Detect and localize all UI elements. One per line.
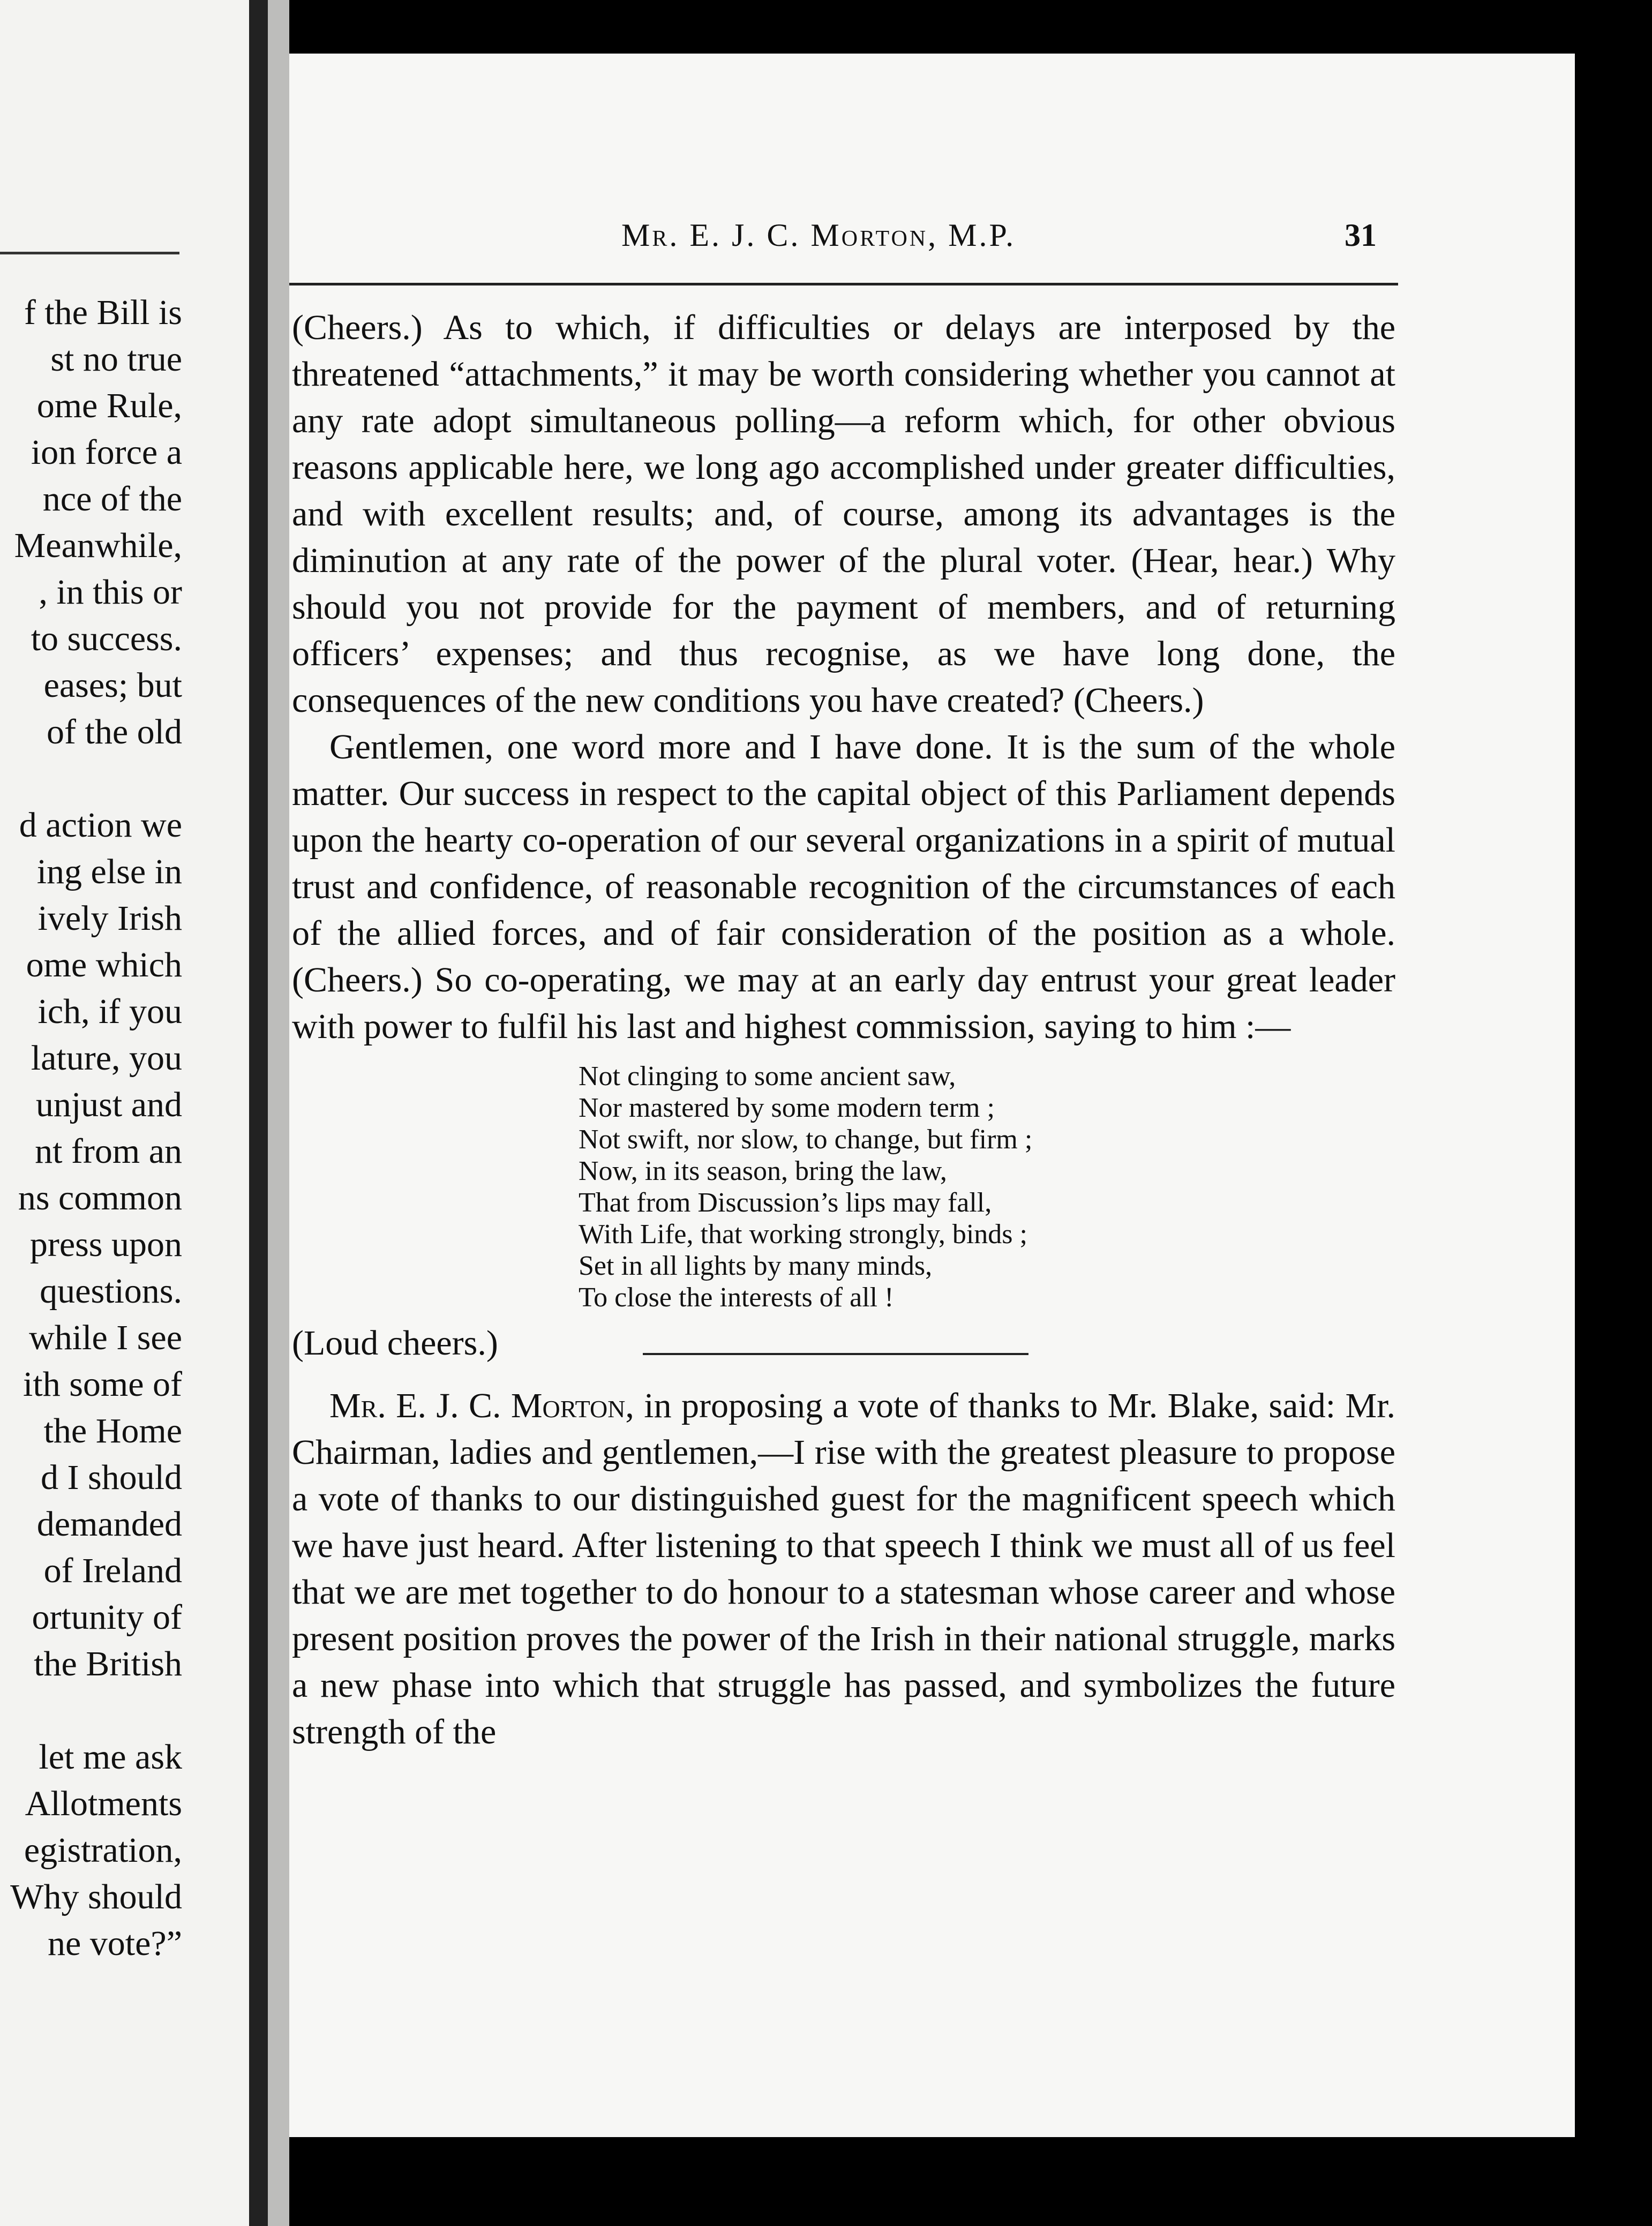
left-page-line: ns common: [18, 1178, 182, 1217]
left-page-line: demanded: [36, 1505, 182, 1544]
header-rule: [289, 283, 1398, 285]
left-page-line: ne vote?”: [47, 1924, 182, 1963]
poem-line: With Life, that working strongly, binds ;: [579, 1219, 1027, 1250]
page-number: 31: [1345, 217, 1377, 253]
scan-top-border: [289, 0, 1575, 54]
left-page-line: ich, if you: [37, 992, 182, 1031]
poem-line: Not clinging to some ancient saw,: [579, 1061, 956, 1092]
paragraph-3: [292, 1382, 1395, 1755]
paragraph-2: Gentlemen, one word more and I have done. It is the sum of the whole matter. Our success in respect to the capital object of this Parliament depends upon the hearty co-operation of our several organizations in a spirit of mutual trust and confidence, of reasonable recognition of the circumstances of each of the allied forces, and of fair consideration of the position as a whole. (Cheers.) So co-operating, we may at an early day entrust your great leader with power to fulfil his last and highest commission, saying to him :—: [292, 727, 1395, 1046]
left-page-line: nce of the: [42, 479, 182, 518]
poem-line: Nor mastered by some modern term ;: [579, 1093, 995, 1123]
paragraph-1: (Cheers.) As to which, if difficulties or delays are interposed by the threatened “attachments,” it may be worth considering whether you cannot at any rate adopt simultaneous polling—a reform which, for other obvious reasons applicable here, we long ago accomplished under greater difficulties, and with excellent results; and, of course, among its advantages is the diminution at any rate of the power of the plural voter. (Hear, hear.) Why should you not provide for the payment of members, and of returning officers’ expenses; and thus recognise, as we have long done, the consequences of the new conditions you have created? (Cheers.): [292, 308, 1395, 720]
left-page-line: let me ask: [39, 1738, 182, 1777]
poem-line: Now, in its season, bring the law,: [579, 1156, 947, 1186]
right-page: [289, 0, 1575, 2137]
poem-line: Set in all lights by many minds,: [579, 1251, 933, 1281]
scan-bottom-border: [289, 2137, 1575, 2226]
left-page-line: [0, 1687, 182, 1734]
left-page-line: d I should: [41, 1458, 182, 1497]
left-page-line: of Ireland: [43, 1551, 182, 1590]
left-page-line: unjust and: [35, 1085, 182, 1124]
left-page-line: ortunity of: [32, 1598, 182, 1637]
left-page-line: Why should: [10, 1877, 182, 1916]
left-page-line: while I see: [29, 1318, 182, 1357]
left-page-rule: [0, 252, 179, 254]
body-text: [292, 304, 1395, 1755]
left-page-line: lature, you: [31, 1039, 182, 1078]
left-page-line: st no true: [50, 340, 182, 379]
running-head: [289, 217, 1414, 265]
left-page: [0, 0, 249, 2226]
scan-right-border: [1575, 0, 1652, 2226]
left-page-line: nt from an: [35, 1132, 182, 1171]
speaker-name: Mr. E. J. C. Morton: [329, 1386, 626, 1425]
left-page-line: questions.: [40, 1272, 182, 1311]
left-page-line: the Home: [43, 1411, 182, 1450]
left-page-line: Meanwhile,: [14, 526, 182, 565]
left-page-line: ith some of: [23, 1365, 182, 1404]
left-page-line: [0, 755, 182, 802]
left-page-line: Allotments: [25, 1784, 182, 1823]
left-page-line: d action we: [19, 806, 182, 845]
loud-cheers-row: [292, 1320, 1395, 1366]
left-page-line: ion force a: [31, 433, 182, 472]
left-page-line: of the old: [47, 712, 182, 751]
left-page-line: f the Bill is: [24, 293, 182, 332]
paragraph-3-text: , in proposing a vote of thanks to Mr. Blake, said: Mr. Chairman, ladies and gentlemen,—I rise with the greatest pleasure to propose a vote of thanks to our distinguished guest for the magnificent speech which we have just heard. After listening to that speech I think we must all of us feel that we are met together to do honour to a statesman whose career and whose present position proves the power of the Irish in their national struggle, marks a new phase into which that struggle has passed, and symbolizes the future strength of the: [292, 1386, 1395, 1751]
left-page-line: ively Irish: [37, 899, 182, 938]
left-page-line: ome which: [26, 945, 182, 984]
book-gutter: [249, 0, 268, 2226]
loud-cheers: (Loud cheers.): [292, 1323, 498, 1363]
left-page-line: ome Rule,: [36, 386, 182, 425]
poem-line: That from Discussion’s lips may fall,: [579, 1187, 992, 1218]
gutter-shadow: [268, 0, 289, 2226]
poem-line: Not swift, nor slow, to change, but firm ;: [579, 1124, 1033, 1155]
left-page-line: press upon: [29, 1225, 182, 1264]
section-divider: [643, 1353, 1028, 1355]
running-head-title: Mr. E. J. C. Morton, M.P.: [621, 217, 1016, 253]
left-page-line: , in this or: [39, 573, 182, 612]
left-page-line: eases; but: [43, 666, 182, 705]
left-page-line: ing else in: [36, 852, 182, 891]
poem-quotation: [579, 1061, 1395, 1313]
left-page-line: egistration,: [24, 1831, 182, 1870]
left-page-line: to success.: [31, 619, 182, 658]
poem-line: To close the interests of all !: [579, 1282, 894, 1313]
left-page-line: the British: [34, 1644, 182, 1683]
left-page-text: [0, 289, 182, 1967]
